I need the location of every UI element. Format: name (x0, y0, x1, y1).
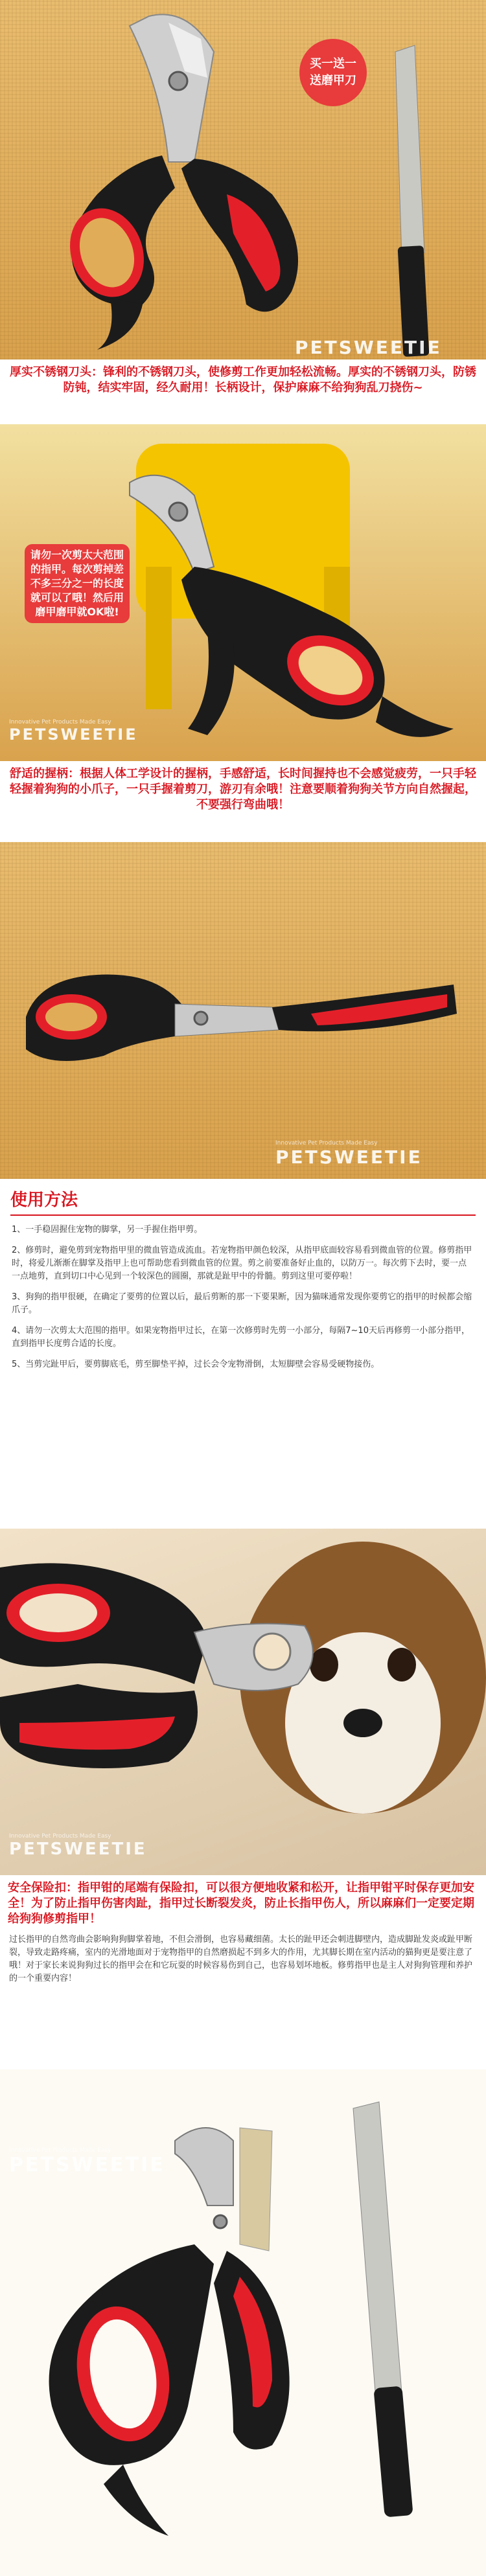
brand-watermark: PETSWEETIE (295, 337, 442, 358)
usage-step-3: 3、狗狗的指甲很硬，在确定了要剪的位置以后，最后剪断的那一下要果断，因为猫咪通常发现你要剪它的指甲的时候都会缩爪子。 (12, 1292, 472, 1315)
usage-step-2: 2、修剪时，避免剪到宠物指甲里的微血管造成流血。若宠物指甲颜色较深，从指甲底面较容易看到微血管的位置。修剪指甲时，将爱儿渐渐在脚掌及指甲上也可帮助您看到微血管的位置。剪之前要准备好止血的，以防万一。每次剪下去时，要一点一点地剪，直到切口中心见到一个较深色的圆圈，那就是趾甲中的骨髓。剪到这里可要停啦！ (12, 1246, 472, 1281)
safety-body: 过长指甲的自然弯曲会影响狗狗脚掌着地，不但会滑倒，也容易藏细菌。太长的趾甲还会刺进脚壁内，造成脚趾发炎或趾甲断裂，导致走路疼痛，室内的光滑地面对于宠物指甲的自然磨损起不到多大的作用，尤其脚长期在室内活动的猫狗更是要注意了哦！对于家长来说狗狗过长的指甲会在和它玩耍的时候容易伤到自己，也容易划坏地板。修剪指甲也是主人对狗狗管理和养护的一个重要内容！ (9, 1935, 473, 1983)
usage-step-4: 4、请勿一次剪太大范围的指甲。如果宠物指甲过长，在第一次修剪时先剪一小部分，每隔7~10天后再修剪一小部分指甲，直到指甲长度剪合适的长度。 (12, 1326, 470, 1349)
product-photo-final (0, 2069, 486, 2576)
scissors-file-image (0, 2069, 486, 2576)
safety-lock-caption: 安全保险扣：指甲钳的尾端有保险扣，可以很方便地收紧和松开，让指甲钳平时保存更加安全！为了防止指甲伤害肉趾，指甲过长断裂发炎，防止长指甲伤人，所以麻麻们一定要定期给狗狗修剪指甲！ (8, 1881, 474, 1926)
brand-watermark: Innovative Pet Products Made Easy PETSWEETIE (9, 1833, 147, 1859)
feature-caption-2 (0, 761, 486, 839)
brand-watermark: Innovative Pet Products Made Easy PETSWEETIE (9, 719, 138, 744)
blade-caption: 厚实不锈钢刀头：锋利的不锈钢刀头，使修剪工作更加轻松流畅。厚实的不锈钢刀头，防锈防钝，结实牢固，经久耐用！长柄设计，保护麻麻不给狗狗乱刀挠伤~ (10, 365, 476, 394)
product-photo-2 (0, 424, 486, 761)
feature-caption-1 (0, 359, 486, 424)
product-photo-1 (0, 0, 486, 359)
safety-section (0, 1875, 486, 2069)
scissors-image (0, 0, 486, 359)
brand-watermark: Innovative Pet Products Made Easy PETSWEETIE (9, 2147, 165, 2176)
product-photo-3 (0, 842, 486, 1179)
scissors-flat-image (0, 842, 486, 1179)
usage-title: 使用方法 (10, 1187, 476, 1216)
dog-scissors-image (0, 1529, 486, 1875)
promo-badge: 买一送一 送磨甲刀 (299, 39, 367, 106)
handle-caption: 舒适的握柄：根据人体工学设计的握柄，手感舒适，长时间握持也不会感觉疲劳，一只手轻轻握着狗狗的小爪子，一只手握着剪刀，游刃有余哦！注意要顺着狗狗关节方向自然握起，不要强行弯曲哦！ (10, 767, 476, 812)
tip-bubble: 请勿一次剪太大范围的指甲。每次剪掉差不多三分之一的长度就可以了哦！然后用磨甲磨甲就OK啦! (25, 544, 130, 623)
usage-step-1: 1、一手稳固握住宠物的脚掌，另一手握住指甲剪。 (12, 1225, 203, 1235)
usage-step-5: 5、当剪完趾甲后，要剪脚底毛，剪至脚垫平掉，过长会令宠物滑倒，太短脚壁会容易受硬物接伤。 (12, 1360, 380, 1369)
usage-steps (12, 1224, 474, 1371)
product-photo-dog (0, 1529, 486, 1875)
brand-watermark: Innovative Pet Products Made Easy PETSWEETIE (275, 1140, 422, 1168)
usage-section (0, 1179, 486, 1529)
